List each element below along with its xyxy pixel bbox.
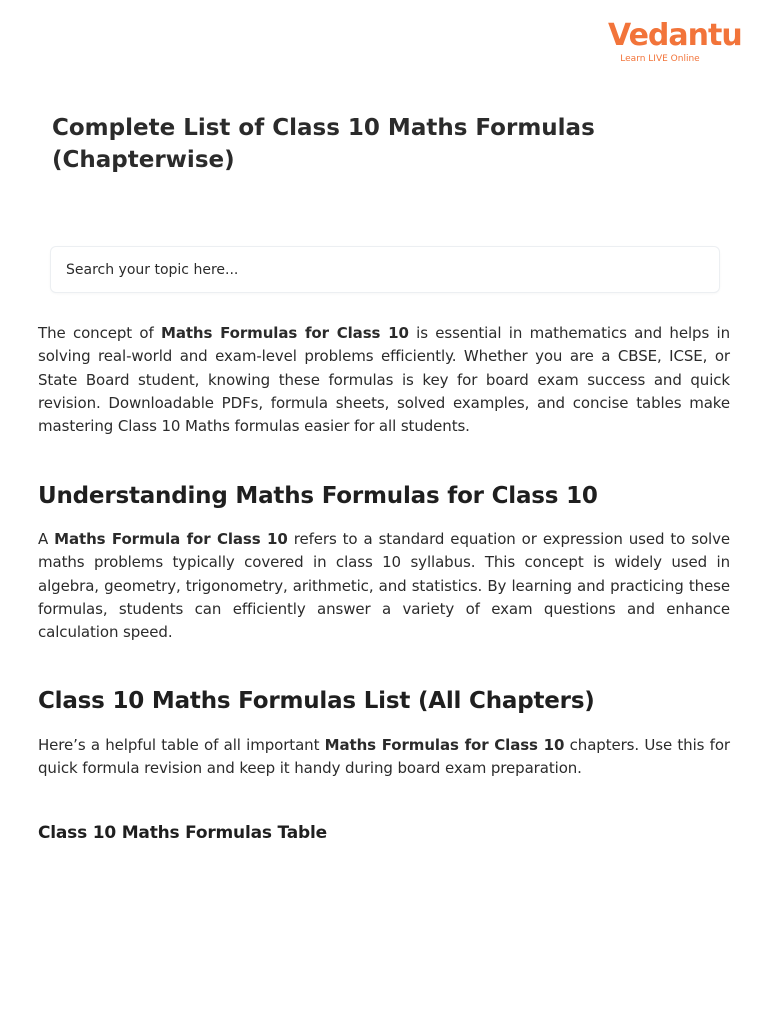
intro-keyword: Maths Formulas for Class 10 [161, 324, 409, 342]
section-heading-understanding: Understanding Maths Formulas for Class 10 [38, 483, 598, 509]
logo-wordmark: Vedantu [608, 18, 742, 53]
formulas-list-text-end: chapters. Use this for quick formula revision and keep it handy during board exam preparation. [38, 736, 731, 778]
intro-paragraph [38, 322, 730, 438]
page-title: Complete List of Class 10 Maths Formulas (Chapterwise) [52, 115, 595, 173]
search-input[interactable] [50, 246, 720, 293]
vedantu-logo[interactable] [608, 18, 742, 72]
section-heading-formulas-table: Class 10 Maths Formulas Table [38, 823, 327, 843]
formulas-list-keyword: Maths Formulas for Class 10 [324, 736, 565, 754]
logo-tagline: Learn LIVE Online [620, 54, 700, 64]
understanding-paragraph [38, 528, 730, 644]
formulas-list-paragraph [38, 734, 730, 781]
intro-text-end: is essential in mathematics and helps in solving real-world and exam-level problems efficiently. Whether you are a CBSE, ICSE, or State Board student, knowing these formulas is key for board exam success and quick revision. Downloadable PDFs, formula sheets, solved examples, and concise tables make mastering Class 10 Maths formulas easier for all students. [38, 324, 730, 436]
formulas-list-text-start: Here’s a helpful table of all important [38, 736, 325, 754]
intro-text-start: The concept of [38, 324, 162, 342]
search-placeholder: Search your topic here... [66, 261, 239, 278]
understanding-text-end: refers to a standard equation or expression used to solve maths problems typically covered in class 10 syllabus. This concept is widely used in algebra, geometry, trigonometry, arithmetic, and statistics. By learning and practicing these formulas, students can efficiently answer a variety of exam questions and enhance calculation speed. [38, 530, 730, 642]
understanding-keyword: Maths Formula for Class 10 [54, 530, 288, 548]
section-heading-formulas-list: Class 10 Maths Formulas List (All Chapters) [38, 688, 595, 714]
understanding-text-start: A [38, 530, 55, 548]
